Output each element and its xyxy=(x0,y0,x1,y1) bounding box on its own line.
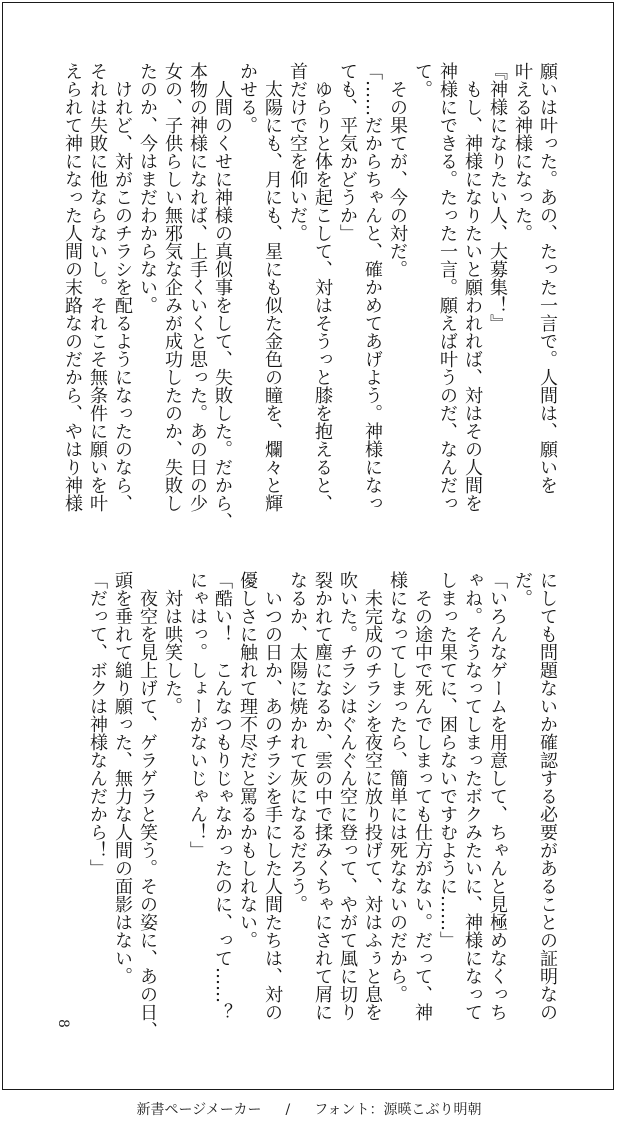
text-column: 人間のくせに神様の真似事をして、失敗した。だから、 xyxy=(212,62,233,530)
text-column: 「……だからちゃんと、確かめてあげよう。神様になっ xyxy=(362,62,383,512)
text-column: けれど、対がこのチラシを配るようになったのなら、 xyxy=(112,62,133,512)
text-column: もし、神様になりたいと願われれば、対はその人間を xyxy=(462,62,483,512)
text-column: えられて神になった人間の末路なのだから、やはり神様 xyxy=(62,62,83,512)
text-column: なるか、太陽に焼かれて灰になるだろう。 xyxy=(287,571,308,913)
text-column: 夜空を見上げて、ゲラゲラと笑う。その姿に、あの日、 xyxy=(137,571,158,1039)
text-column: にしても問題ないか確認する必要があることの証明なの xyxy=(537,571,558,1021)
text-column: 「だって、ボクは神様なんだから！」 xyxy=(87,571,108,877)
text-column: ても、平気かどうか」 xyxy=(337,62,358,242)
text-column: 太陽にも、月にも、星にも似た金色の瞳を、爛々と輝 xyxy=(262,62,283,512)
page-number: 8 xyxy=(55,1019,71,1028)
text-column: 裂かれて塵になるか、雲の中で揉みくちゃにされて屑に xyxy=(312,571,333,1021)
text-column: その途中で死んでしまっても仕方がない。だって、神 xyxy=(412,571,433,1021)
text-column: にゃはっ。しょーがないじゃん！」 xyxy=(187,571,208,859)
text-column: だ。 xyxy=(512,571,533,607)
footer-app-name: 新書ページメーカー xyxy=(136,1102,262,1118)
text-column: ゃね。そうなってしまったボクみたいに、神様になって xyxy=(462,571,483,1021)
text-column: 『神様になりたい人、大募集！』 xyxy=(487,62,508,332)
footer-font-label: フォント：源暎こぶり明朝 xyxy=(314,1102,482,1118)
text-column: 「いろんなゲームを用意して、ちゃんと見極めなくっち xyxy=(487,571,508,1021)
upper-text-block xyxy=(60,62,560,532)
text-column: かせる。 xyxy=(237,62,258,134)
footer-credit xyxy=(0,1101,618,1119)
text-column: 優しさに触れて理不尽だと罵るかもしれない。 xyxy=(237,571,258,949)
text-column: 「酷い！ こんなつもりじゃなかったのに、って……？ xyxy=(212,571,233,1021)
text-column: 未完成のチラシを夜空に放り投げて、対はふぅと息を xyxy=(362,571,383,1021)
text-column: 頭を垂れて縋り願った、無力な人間の面影はない。 xyxy=(112,571,133,985)
text-column: その果てが、今の対だ。 xyxy=(387,62,408,278)
text-column: しまった果てに、困らないですむように……」 xyxy=(437,571,458,949)
lower-text-block xyxy=(85,571,560,1041)
text-column: 願いは叶った。あの、たった一言で。人間は、願いを xyxy=(537,62,558,494)
footer-separator: / xyxy=(285,1102,291,1118)
text-column: 対は哄笑した。 xyxy=(162,571,183,715)
text-column: いつの日か、あのチラシを手にした人間たちは、対の xyxy=(262,571,283,1021)
text-column: たのか、今はまだわからない。 xyxy=(137,62,158,314)
text-column: それは失敗に他ならないし。それこそ無条件に願いを叶 xyxy=(87,62,108,512)
text-column: 女の、子供らしい無邪気な企みが成功したのか、失敗し xyxy=(162,62,183,512)
text-column: 本物の神様になれば、上手くいくと思った。あの日の少 xyxy=(187,62,208,512)
text-column: 様になってしまったら、簡単には死なないのだから。 xyxy=(387,571,408,1003)
text-column: 首だけで空を仰いだ。 xyxy=(287,62,308,242)
text-column: て。 xyxy=(412,62,433,98)
text-column: 叶える神様になった。 xyxy=(512,62,533,242)
text-column: ゆらりと体を起こして、対はそうっと膝を抱えると、 xyxy=(312,62,333,512)
text-column: 吹いた。チラシはぐんぐん空に登って、やがて風に切り xyxy=(337,571,358,1021)
text-column: 神様にできる。たった一言。願えば叶うのだ、なんだっ xyxy=(437,62,458,512)
